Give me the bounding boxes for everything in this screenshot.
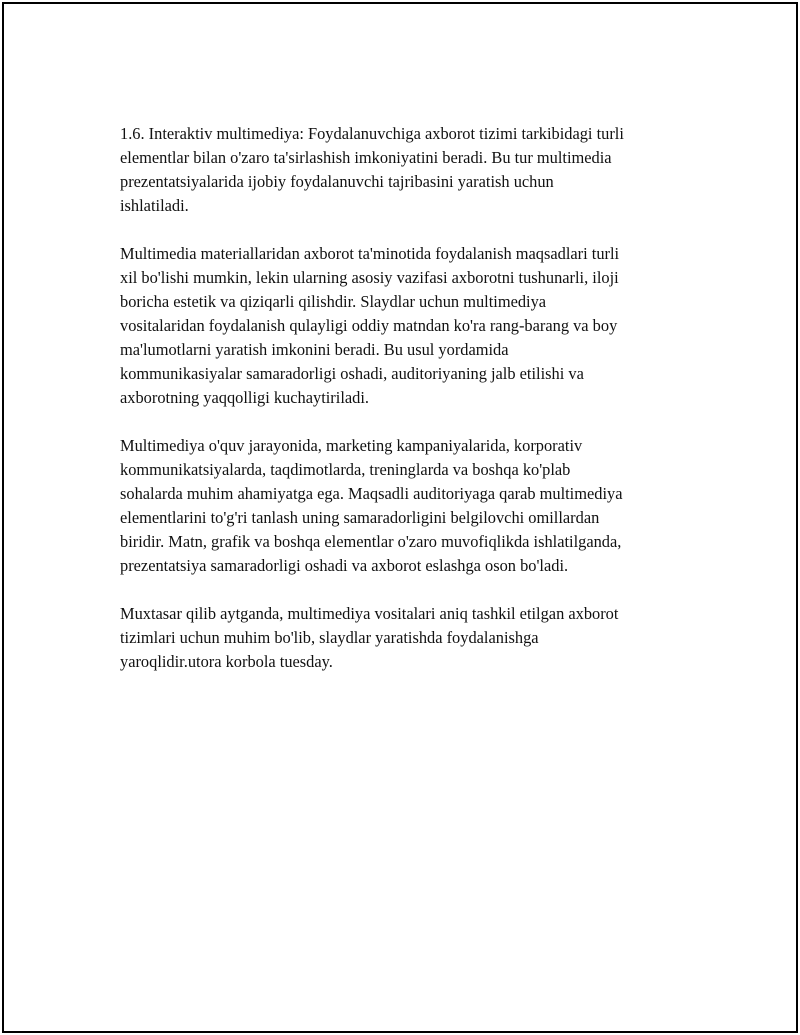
text-line: ma'lumotlarni yaratish imkonini beradi. Bu usul yordamida	[120, 340, 509, 359]
text-line: boricha estetik va qiziqarli qilishdir. Slaydlar uchun multimediya	[120, 292, 547, 311]
text-line: kommunikatsiyalarda, taqdimotlarda, treninglarda va boshqa ko'plab	[120, 460, 571, 479]
text-line: yaroqlidir.utora korbola tuesday.	[120, 652, 333, 671]
paragraph-multimedia-materiallari	[120, 242, 710, 410]
text-line: prezentatsiyalarida ijobiy foydalanuvchi tajribasini yaratish uchun	[120, 172, 554, 191]
text-line: xil bo'lishi mumkin, lekin ularning asosiy vazifasi axborotni tushunarli, iloji	[120, 268, 619, 287]
text-line: axborotning yaqqolligi kuchaytiriladi.	[120, 388, 369, 407]
text-line: vositalaridan foydalanish qulayligi oddiy matndan ko'ra rang-barang va boy	[120, 316, 618, 335]
text-line: elementlarini to'g'ri tanlash uning samaradorligini belgilovchi omillardan	[120, 508, 600, 527]
text-line: Multimediya o'quv jarayonida, marketing kampaniyalarida, korporativ	[120, 436, 583, 455]
text-line: kommunikasiyalar samaradorligi oshadi, auditoriyaning jalb etilishi va	[120, 364, 584, 383]
text-line: elementlar bilan o'zaro ta'sirlashish imkoniyatini beradi. Bu tur multimedia	[120, 148, 612, 167]
text-line: Multimedia materiallaridan axborot ta'minotida foydalanish maqsadlari turli	[120, 244, 620, 263]
paragraph-muxtasar	[120, 602, 710, 674]
document-body	[120, 122, 710, 698]
paragraph-interaktiv-multimediya	[120, 122, 710, 218]
text-line: tizimlari uchun muhim bo'lib, slaydlar yaratishda foydalanishga	[120, 628, 539, 647]
text-line: biridir. Matn, grafik va boshqa elementlar o'zaro muvofiqlikda ishlatilganda,	[120, 532, 622, 551]
paragraph-multimediya-oquv	[120, 434, 710, 578]
text-line: Muxtasar qilib aytganda, multimediya vositalari aniq tashkil etilgan axborot	[120, 604, 619, 623]
page-frame	[2, 2, 798, 1033]
text-line: sohalarda muhim ahamiyatga ega. Maqsadli auditoriyaga qarab multimediya	[120, 484, 623, 503]
text-line: prezentatsiya samaradorligi oshadi va axborot eslashga oson bo'ladi.	[120, 556, 569, 575]
text-line: ishlatiladi.	[120, 196, 189, 215]
text-line: 1.6. Interaktiv multimediya: Foydalanuvchiga axborot tizimi tarkibidagi turli	[120, 124, 624, 143]
